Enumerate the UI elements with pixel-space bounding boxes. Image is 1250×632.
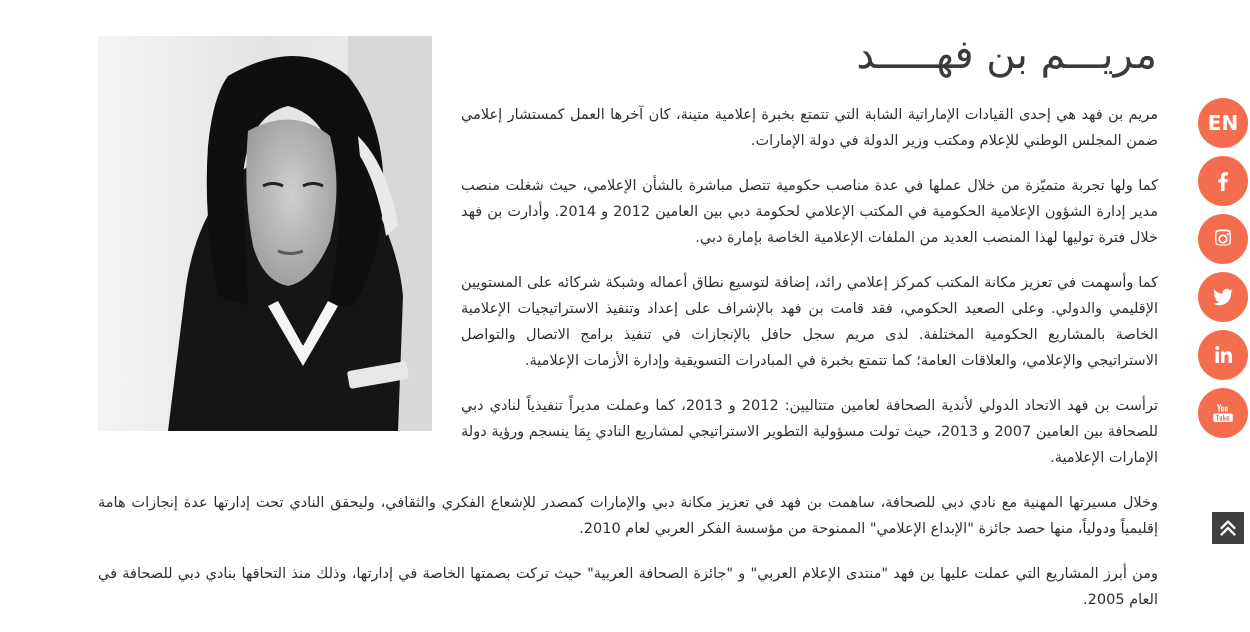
youtube-button[interactable]	[1198, 388, 1248, 438]
facebook-icon	[1211, 169, 1235, 193]
social-sidebar	[1198, 98, 1250, 446]
page-title: مريـــم بن فهـــــد	[856, 32, 1157, 78]
scroll-top-button[interactable]	[1212, 512, 1244, 544]
youtube-icon	[1211, 401, 1235, 425]
bio-paragraph: ومن أبرز المشاريع التي عملت عليها بن فهد "منتدى الإعلام العربي" و "جائزة الصحافة العربية" حيث تركت بصمتها الخاصة في إدارتها، وذلك منذ التحاقها بنادي دبي للصحافة في العام 2005.	[98, 566, 1158, 608]
bio-paragraph: كما ولها تجربة متميّزة من خلال عملها في عدة مناصب حكومية تتصل مباشرة بالشأن الإعلامي، حيث شغلت منصب مدير إدارة الشؤون الإعلامية الحكومية في المكتب الإعلامي لحكومة دبي بين العامين 2012 و 2014. وأدارت بن فهد خلال فترة توليها لهذا المنصب العديد من الملفات الإعلامية الخاصة بإمارة دبي.	[461, 178, 1158, 246]
instagram-button[interactable]	[1198, 214, 1248, 264]
bio-paragraph: كما وأسهمت في تعزيز مكانة المكتب كمركز إعلامي رائد، إضافة لتوسيع نطاق أعماله وشبكة شركائه على المستويين الإقليمي والدولي. وعلى الصعيد الحكومي، فقد قامت بن فهد بالإشراف على إعداد وتنفيذ الاستراتيجيات الإعلامية الخاصة بالمشاريع الحكومية المختلفة. لدى مريم سجل حافل بالإنجازات في تنفيذ برامج الاتصال والتواصل الاستراتيجي والإعلامي، والعلاقات العامة؛ كما تتمتع بخبرة في المبادرات التسويقية وإدارة الأزمات الإعلامية.	[461, 275, 1158, 369]
bio-content	[98, 102, 1158, 632]
double-chevron-up-icon	[1217, 517, 1239, 539]
twitter-button[interactable]	[1198, 272, 1248, 322]
twitter-icon	[1211, 285, 1235, 309]
linkedin-button[interactable]	[1198, 330, 1248, 380]
bio-paragraph: وخلال مسيرتها المهنية مع نادي دبي للصحافة، ساهمت بن فهد في تعزيز مكانة دبي والإمارات كمصدر للإشعاع الفكري والثقافي، وليحقق النادي تحت إدارتها عدة إنجازات هامة إقليمياً ودولياً، منها حصد جائزة "الإبداع الإعلامي" الممنوحة من مؤسسة الفكر العربي لعام 2010.	[98, 495, 1158, 537]
facebook-button[interactable]	[1198, 156, 1248, 206]
linkedin-icon	[1211, 343, 1235, 367]
language-toggle-button[interactable]	[1198, 98, 1248, 148]
instagram-icon	[1211, 227, 1235, 251]
bio-paragraph: مريم بن فهد هي إحدى القيادات الإماراتية الشابة التي تتمتع بخبرة إعلامية متينة، كان آخرها العمل كمستشار إعلامي ضمن المجلس الوطني للإعلام ومكتب وزير الدولة في دولة الإمارات.	[461, 107, 1158, 149]
language-label: EN	[1207, 111, 1239, 135]
bio-paragraph: ترأست بن فهد الاتحاد الدولي لأندية الصحافة لعامين متتاليين: 2012 و 2013، كما وعملت مديراً تنفيذياً لنادي دبي للصحافة بين العامين 2007 و 2013، حيث تولت مسؤولية التطوير الاستراتيجي لمشاريع النادي بِمَا ينسجم ورؤية دولة الإمارات الإعلامية.	[461, 398, 1158, 466]
